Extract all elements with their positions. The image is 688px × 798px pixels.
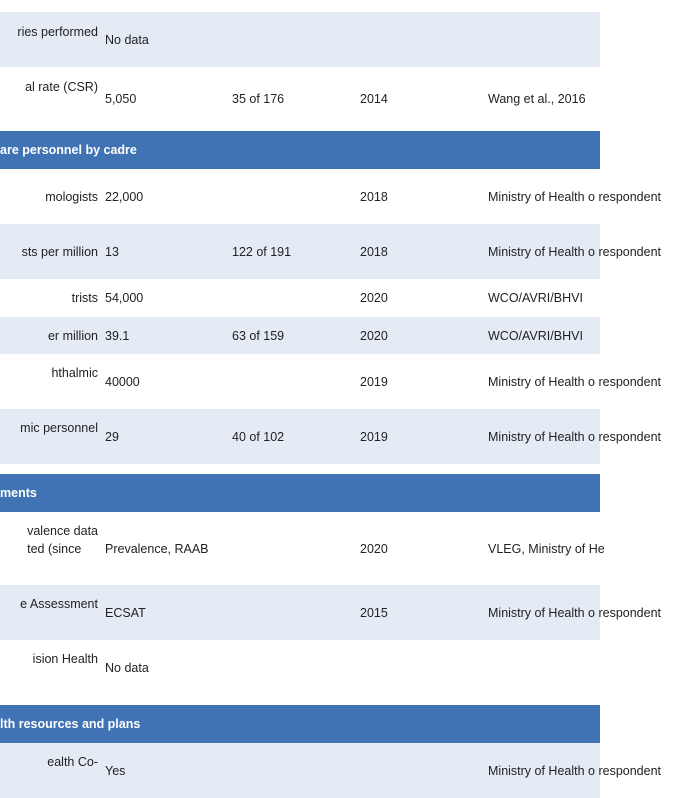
table-row [0, 279, 600, 317]
table-row [0, 12, 600, 67]
row-value: 54,000 [105, 291, 144, 305]
row-label: trists [71, 291, 98, 305]
row-year: 2018 [360, 244, 388, 259]
section-header-label: ments [0, 486, 37, 500]
row-year: 2014 [360, 92, 388, 106]
section-spacer [0, 695, 600, 705]
row-year: 2015 [360, 605, 388, 620]
row-label: mologists [45, 189, 98, 204]
row-rank: 35 of 176 [232, 92, 285, 106]
section-header [0, 474, 600, 512]
row-source: Ministry of Health o respondent [488, 374, 662, 389]
table-row-top-spacer [0, 0, 600, 12]
row-year: 2019 [360, 374, 388, 389]
section-header [0, 705, 600, 743]
row-year: 2020 [360, 291, 388, 305]
table-row [0, 743, 662, 798]
row-label: mic personnel [20, 420, 98, 435]
row-value: 13 [105, 244, 119, 259]
row-year: 2020 [360, 328, 388, 343]
row-rank: 40 of 102 [232, 429, 285, 444]
row-source: VLEG, Ministry of He [488, 541, 605, 556]
row-rank: 63 of 159 [232, 328, 285, 343]
table-row [0, 317, 600, 354]
row-value: No data [105, 660, 149, 675]
row-value: 40000 [105, 374, 140, 389]
row-label: er million [47, 328, 98, 343]
row-source: Wang et al., 2016 [488, 92, 586, 106]
table-row [0, 512, 605, 585]
table-row [0, 67, 600, 131]
row-year: 2020 [360, 541, 388, 556]
row-value: 39.1 [105, 328, 130, 343]
row-source: WCO/AVRI/BHVI [488, 291, 583, 305]
row-value: ECSAT [105, 605, 146, 620]
row-source: Ministry of Health o respondent [488, 244, 662, 259]
row-value: 22,000 [105, 189, 144, 204]
table-row [0, 169, 662, 224]
section-spacer [0, 464, 600, 474]
row-label: ries performed [17, 24, 98, 39]
table-row [0, 640, 600, 695]
row-value: 29 [105, 429, 119, 444]
row-source: WCO/AVRI/BHVI [488, 328, 583, 343]
row-source: Ministry of Health o respondent [488, 189, 662, 204]
table-row [0, 585, 662, 640]
row-value: Prevalence, RAAB [105, 541, 209, 556]
row-label: al rate (CSR) [25, 80, 98, 95]
row-year: 2018 [360, 189, 388, 204]
row-label: e Assessment [20, 596, 98, 611]
row-label: sts per million [21, 244, 98, 259]
row-value: Yes [105, 763, 126, 778]
table-row [0, 224, 662, 279]
table-row [0, 354, 662, 409]
row-label: ealth Co- [47, 754, 98, 769]
row-value: 5,050 [105, 92, 137, 106]
row-source: Ministry of Health o respondent [488, 429, 662, 444]
row-label: ision Health [32, 651, 98, 666]
table-row [0, 409, 662, 464]
row-label: valence data ted (since [27, 523, 98, 556]
row-value: No data [105, 32, 149, 47]
row-source: Ministry of Health o respondent [488, 605, 662, 620]
section-header-label: lth resources and plans [0, 717, 141, 731]
section-header-label: are personnel by cadre [0, 143, 137, 157]
section-header [0, 131, 600, 169]
row-label: hthalmic [51, 365, 98, 380]
row-year: 2019 [360, 429, 388, 444]
row-rank: 122 of 191 [232, 244, 292, 259]
row-source: Ministry of Health o respondent [488, 763, 662, 778]
